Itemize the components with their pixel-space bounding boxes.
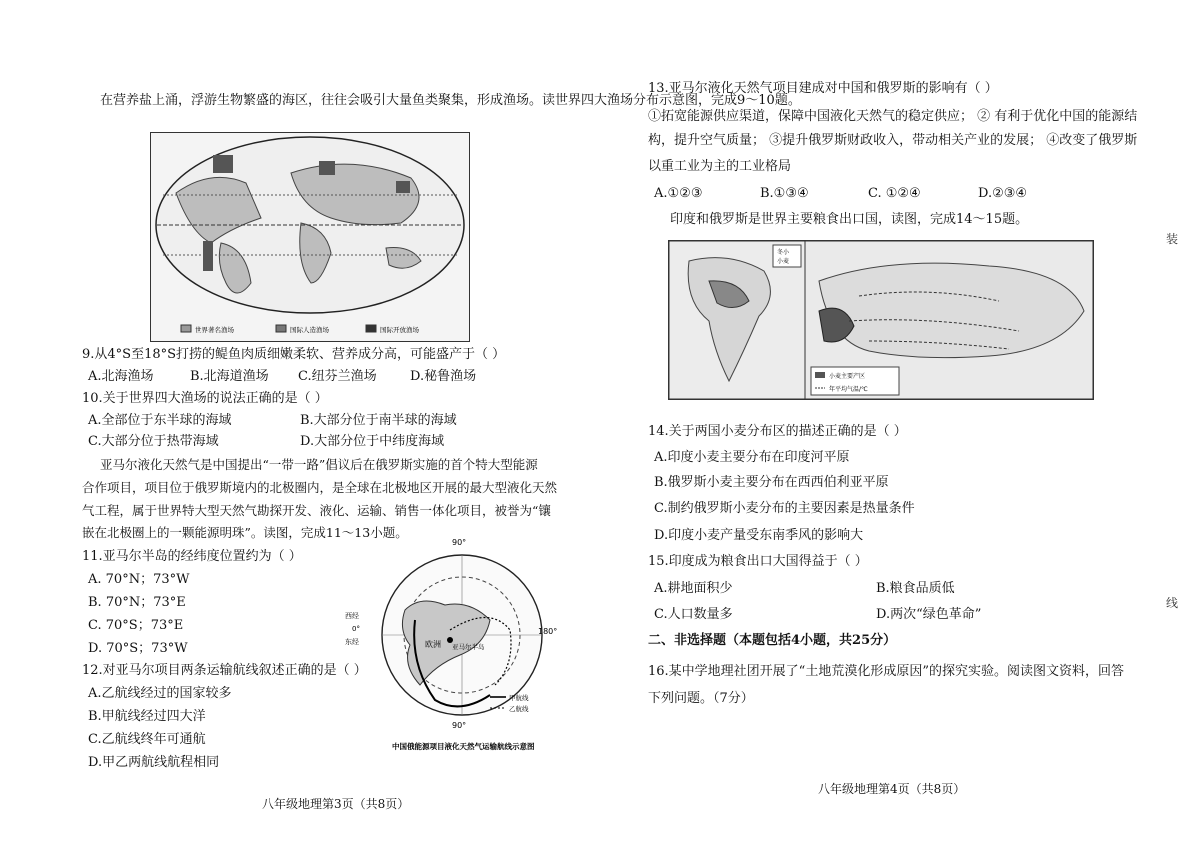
question-16-line-2: 下列问题。（7分）	[648, 691, 754, 706]
map2-legend-1: 小麦主要产区	[829, 373, 866, 380]
polar-route-map	[340, 535, 570, 755]
q10-option-b[interactable]: B.大部分位于南半球的海域	[300, 413, 457, 428]
q12-option-a[interactable]: A.乙航线经过的国家较多	[88, 686, 232, 701]
q15-option-a[interactable]: A.耕地面积少	[654, 581, 733, 596]
yamal-paragraph-line-3: 气工程，属于世界特大型天然气勘探开发、液化、运输、销售一体化项目，被誉为“镶	[82, 503, 551, 518]
q13-option-d[interactable]: D.②③④	[978, 186, 1028, 201]
yamal-paragraph-line-4: 嵌在北极圈上的一颗能源明珠”。读图，完成11～13小题。	[82, 525, 408, 540]
q11-option-b[interactable]: B. 70°N；73°E	[88, 595, 186, 610]
q13-option-b[interactable]: B.①③④	[760, 186, 809, 201]
left-page-footer: 八年级地理第3页（共8页）	[262, 797, 410, 811]
polar-label-top: 90°	[452, 538, 467, 547]
q14-option-b[interactable]: B.俄罗斯小麦主要分布在西西伯利亚平原	[654, 475, 889, 490]
polar-label-right: 180°	[538, 627, 558, 636]
q9-option-a[interactable]: A.北海渔场	[88, 369, 154, 384]
map1-legend-3: 国际开放渔场	[380, 326, 419, 334]
q13-statement-line-3: 以重工业为主的工业格局	[648, 159, 792, 174]
q13-statement-line-1: ①拓宽能源供应渠道，保障中国液化天然气的稳定供应； ② 有利于优化中国的能源结	[648, 109, 1138, 124]
polar-label-west: 西经	[345, 612, 359, 620]
question-12: 12.对亚马尔项目两条运输航线叙述正确的是（ ）	[82, 663, 367, 678]
map1-legend-1: 世界著名渔场	[195, 326, 234, 334]
q14-option-d[interactable]: D.印度小麦产量受东南季风的影响大	[654, 528, 864, 543]
q15-option-d[interactable]: D.两次“绿色革命”	[876, 607, 982, 622]
yamal-paragraph-line-2: 合作项目，项目位于俄罗斯境内的北极圈内，是全球在北极地区开展的最大型液化天然	[82, 480, 558, 495]
q15-option-c[interactable]: C.人口数量多	[654, 607, 733, 622]
binding-margin-char-2: 线	[1166, 596, 1179, 610]
map2-legend-2: 年平均气温/℃	[829, 386, 868, 393]
q10-option-d[interactable]: D.大部分位于中纬度海域	[300, 434, 445, 449]
right-page-footer: 八年级地理第4页（共8页）	[818, 782, 966, 796]
india-russia-wheat-map	[668, 240, 1094, 400]
q10-option-c[interactable]: C.大部分位于热带海域	[88, 434, 219, 449]
yamal-paragraph-line-1: 亚马尔液化天然气是中国提出“一带一路”倡议后在俄罗斯实施的首个特大型能源	[100, 457, 538, 472]
q12-option-c[interactable]: C.乙航线终年可通航	[88, 732, 206, 747]
map2-inset-1: 冬小	[777, 249, 790, 256]
section-2-heading: 二、非选择题（本题包括4小题，共25分）	[648, 633, 897, 648]
map1-legend-2: 国际人造渔场	[290, 326, 329, 334]
q14-option-c[interactable]: C.制约俄罗斯小麦分布的主要因素是热量条件	[654, 501, 915, 516]
question-11: 11.亚马尔半岛的经纬度位置约为（ ）	[82, 549, 302, 564]
q11-option-c[interactable]: C. 70°S；73°E	[88, 618, 184, 633]
q9-option-c[interactable]: C.纽芬兰渔场	[298, 369, 377, 384]
q9-option-d[interactable]: D.秘鲁渔场	[410, 369, 477, 384]
binding-margin-char-1: 装	[1166, 232, 1179, 246]
q13-option-c[interactable]: C. ①②④	[868, 186, 921, 201]
question-9: 9.从4°S至18°S打捞的鳀鱼肉质细嫩柔软、营养成分高，可能盛产于（ ）	[82, 347, 506, 362]
q12-option-d[interactable]: D.甲乙两航线航程相同	[88, 755, 220, 770]
question-10: 10.关于世界四大渔场的说法正确的是（ ）	[82, 391, 328, 406]
q11-option-a[interactable]: A. 70°N；73°W	[88, 572, 190, 587]
q9-option-b[interactable]: B.北海道渔场	[190, 369, 269, 384]
polar-legend-1: 甲航线	[509, 694, 529, 702]
world-fisheries-map	[150, 132, 470, 342]
q12-option-b[interactable]: B.甲航线经过四大洋	[88, 709, 206, 724]
polar-label-east: 东经	[345, 638, 359, 646]
q13-option-a[interactable]: A.①②③	[654, 186, 703, 201]
polar-label-zero: 0°	[352, 625, 360, 633]
map2-inset-2: 小麦	[777, 258, 790, 265]
intro-14-15: 印度和俄罗斯是世界主要粮食出口国，读图，完成14～15题。	[670, 212, 1029, 227]
question-13: 13.亚马尔液化天然气项目建成对中国和俄罗斯的影响有（ ）	[648, 81, 998, 96]
q10-option-a[interactable]: A.全部位于东半球的海域	[88, 413, 232, 428]
q11-option-d[interactable]: D. 70°S；73°W	[88, 641, 188, 656]
polar-label-europe: 欧洲	[425, 640, 441, 649]
polar-legend-2: 乙航线	[509, 705, 529, 713]
polar-label-yamal: 亚马尔半岛	[452, 643, 485, 651]
question-14: 14.关于两国小麦分布区的描述正确的是（ ）	[648, 424, 907, 439]
q13-statement-line-2: 构，提升空气质量； ③提升俄罗斯财政收入，带动相关产业的发展； ④改变了俄罗斯	[648, 133, 1138, 148]
polar-caption: 中国俄能源项目液化天然气运输航线示意图	[392, 742, 535, 751]
intro-line-1: 在营养盐上涌，浮游生物繁盛的海区，往往会吸引大量鱼类聚集，形成渔场。读世界四大渔场分布示意图，完成9～10题。	[100, 93, 801, 108]
polar-label-bottom: 90°	[452, 721, 467, 730]
question-15: 15.印度成为粮食出口大国得益于（ ）	[648, 554, 868, 569]
q14-option-a[interactable]: A.印度小麦主要分布在印度河平原	[654, 450, 850, 465]
right-page	[600, 0, 1200, 849]
q15-option-b[interactable]: B.粮食品质低	[876, 581, 955, 596]
question-16-line-1: 16.某中学地理社团开展了“土地荒漠化形成原因”的探究实验。阅读图文资料，回答	[648, 664, 1124, 679]
